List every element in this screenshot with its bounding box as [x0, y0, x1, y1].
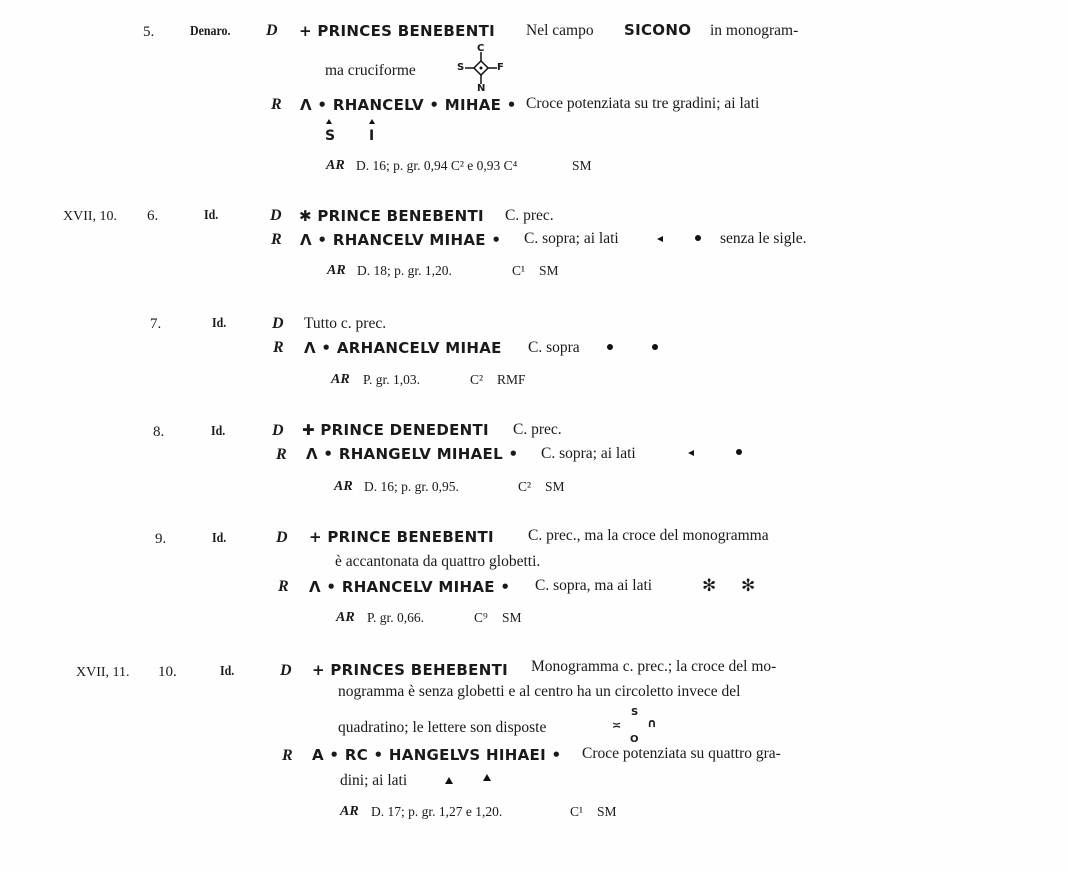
reverse-legend: Λ • RHANGELV MIHAEL •: [306, 445, 519, 463]
denomination: Id.: [220, 664, 235, 679]
obverse-text: C. prec.: [505, 207, 554, 224]
collection: SM: [502, 610, 522, 625]
catalog-ref: C¹: [512, 263, 526, 278]
triangle-icon: [483, 774, 491, 781]
collection: SM: [539, 263, 559, 278]
reverse-legend: A • RC • HANGELVS HIHAEI •: [312, 746, 562, 764]
metal-mark: AR: [326, 158, 345, 173]
letter-bottom: O: [630, 734, 639, 745]
details: D. 17; p. gr. 1,27 e 1,20.: [371, 804, 503, 819]
denomination: Id.: [212, 531, 227, 546]
entry-number: 8.: [153, 424, 165, 440]
asterisk-icon: ✻: [702, 576, 717, 596]
dot-icon: [695, 235, 701, 241]
catalog-ref: C²: [518, 479, 532, 494]
obverse-legend: ✱ PRINCE BENEBENTI: [299, 207, 484, 225]
obverse-text: Monogramma c. prec.; la croce del mo-: [531, 658, 777, 675]
monogram-top-letter: C: [477, 43, 485, 54]
collection: RMF: [497, 372, 526, 387]
obverse-legend: + PRINCE BENEBENTI: [309, 528, 494, 546]
plate-reference: XVII, 10.: [63, 209, 118, 224]
details: D. 16; p. gr. 0,95.: [364, 479, 459, 494]
dot-icon: [652, 344, 658, 350]
cruciform-monogram: [457, 44, 505, 92]
obverse-mark: D: [272, 422, 284, 439]
reverse-text: C. sopra, ma ai lati: [535, 577, 653, 594]
catalog-ref: C⁹: [474, 610, 488, 625]
reverse-legend: Λ • ARHANCELV MIHAE: [304, 339, 502, 357]
reverse-text-2: senza le sigle.: [720, 230, 807, 247]
obverse-text-3: ma cruciforme: [325, 62, 416, 79]
metal-mark: AR: [334, 479, 353, 494]
metal-mark: AR: [331, 372, 350, 387]
details: D. 18; p. gr. 1,20.: [357, 263, 452, 278]
reverse-text: C. sopra; ai lati: [524, 230, 619, 247]
plate-reference: XVII, 11.: [76, 665, 130, 680]
entry-number: 7.: [150, 316, 162, 332]
letter-left: ≍: [612, 719, 622, 732]
letter-top: S: [631, 707, 639, 718]
obverse-text: C. prec., ma la croce del monogramma: [528, 527, 769, 544]
obverse-mark: D: [276, 529, 288, 546]
reverse-text-2: dini; ai lati: [340, 772, 408, 789]
obverse-mark: D: [266, 22, 278, 39]
obverse-legend: ✚ PRINCE DENEDENTI: [302, 421, 489, 439]
reverse-mark: R: [282, 747, 293, 764]
triangle-icon: [369, 119, 375, 124]
obverse-text: Tutto c. prec.: [304, 315, 387, 332]
collection: SM: [597, 804, 617, 819]
obverse-field-word: SICONO: [624, 21, 692, 39]
reverse-text: Croce potenziata su tre gradini; ai lati: [526, 95, 760, 112]
obverse-text: C. prec.: [513, 421, 562, 438]
entry-number: 6.: [147, 208, 159, 224]
small-triangle-icon: [688, 450, 694, 456]
reverse-text: Croce potenziata su quattro gra-: [582, 745, 781, 762]
obverse-legend: + PRINCES BEHEBENTI: [312, 661, 508, 679]
reverse-mark: R: [276, 446, 287, 463]
reverse-text: C. sopra; ai lati: [541, 445, 636, 462]
entry-number: 9.: [155, 531, 167, 547]
reverse-mark: R: [273, 339, 284, 356]
dot-icon: [607, 344, 613, 350]
collection: SM: [545, 479, 565, 494]
details: P. gr. 1,03.: [363, 372, 421, 387]
reverse-mark: R: [271, 231, 282, 248]
obverse-mark: D: [280, 662, 292, 679]
reverse-legend: Λ • RHANCELV • MIHAE •: [300, 96, 517, 114]
metal-mark: AR: [336, 610, 355, 625]
monogram-bottom-letter: N: [477, 83, 486, 94]
reverse-side-letter-right: I: [369, 128, 375, 144]
metal-mark: AR: [340, 804, 359, 819]
catalog-ref: C²: [470, 372, 484, 387]
obverse-text: Nel campo: [526, 22, 594, 39]
details: P. gr. 0,66.: [367, 610, 425, 625]
reverse-mark: R: [278, 578, 289, 595]
obverse-mark: D: [272, 315, 284, 332]
entry-number: 5.: [143, 24, 155, 40]
obverse-text-3: quadratino; le lettere son disposte: [338, 719, 547, 736]
obverse-mark: D: [270, 207, 282, 224]
denomination: Denaro.: [190, 24, 231, 39]
reverse-side-letter-left: S: [325, 128, 336, 144]
denomination: Id.: [211, 424, 226, 439]
metal-mark: AR: [327, 263, 346, 278]
obverse-text-2: è accantonata da quattro globetti.: [335, 553, 541, 570]
obverse-legend: + PRINCES BENEBENTI: [299, 22, 495, 40]
reverse-legend: Λ • RHANCELV MIHAE •: [300, 231, 502, 249]
monogram-right-letter: F: [497, 62, 504, 73]
obverse-text-2: in monogram-: [710, 22, 799, 39]
reverse-text: C. sopra: [528, 339, 580, 356]
details: D. 16; p. gr. 0,94 C² e 0,93 C⁴: [356, 158, 518, 173]
asterisk-icon: ✻: [741, 576, 756, 596]
collection: SM: [572, 158, 592, 173]
entry-number: 10.: [158, 664, 177, 680]
dot-icon: [736, 449, 742, 455]
denomination: Id.: [212, 316, 227, 331]
reverse-mark: R: [271, 96, 282, 113]
catalog-ref: C¹: [570, 804, 584, 819]
denomination: Id.: [204, 208, 219, 223]
small-triangle-icon: [657, 236, 663, 242]
letter-right: ∩: [647, 716, 657, 730]
triangle-icon: [326, 119, 332, 124]
obverse-text-2: nogramma è senza globetti e al centro ha un circoletto invece del: [338, 683, 741, 700]
monogram-left-letter: S: [457, 62, 465, 73]
reverse-legend: Λ • RHANCELV MIHAE •: [309, 578, 511, 596]
triangle-icon: [445, 777, 453, 784]
